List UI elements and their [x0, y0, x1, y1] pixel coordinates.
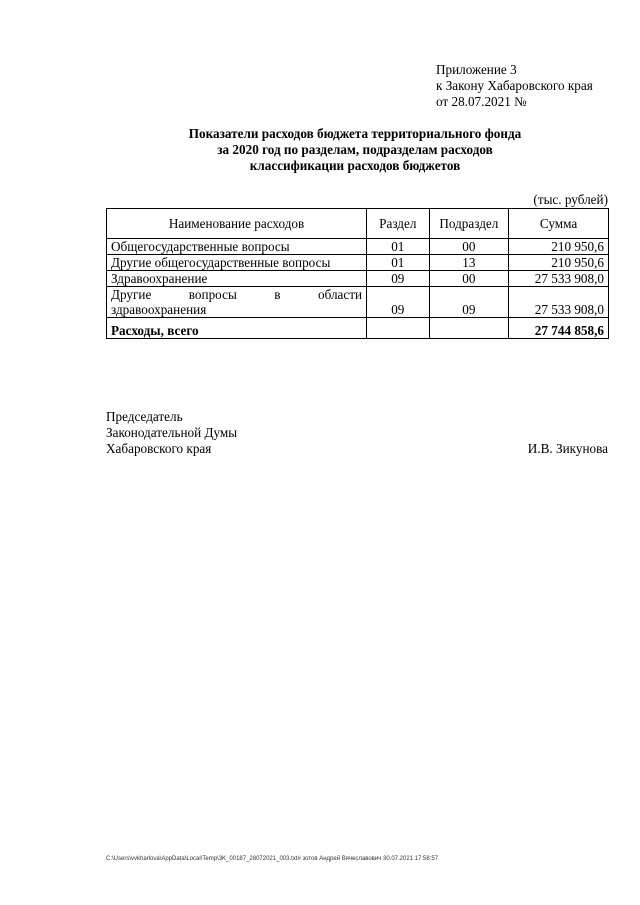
- row-amount: 210 950,6: [509, 255, 609, 271]
- row-subsection: 00: [429, 239, 509, 255]
- signatory-name: И.В. Зикунова: [527, 441, 608, 456]
- expenses-table: [106, 208, 609, 339]
- table-header-row: [107, 209, 609, 239]
- total-row: [107, 318, 609, 339]
- row-amount: 27 533 908,0: [509, 287, 609, 318]
- appendix-line-3: от 28.07.2021 №: [436, 94, 527, 109]
- header-amount: Сумма: [509, 209, 609, 239]
- title-line-3: классификации расходов бюджетов: [249, 158, 461, 173]
- signature-line-3: Хабаровского края: [106, 441, 212, 456]
- row-name: Другие общегосударственные вопросы: [107, 255, 367, 271]
- row-subsection: 00: [429, 271, 509, 287]
- header-section: Раздел: [367, 209, 429, 239]
- appendix-line-1: Приложение 3: [436, 62, 517, 77]
- total-name: Расходы, всего: [107, 318, 367, 339]
- signature-block: [106, 409, 237, 457]
- total-amount: 27 744 858,6: [509, 318, 609, 339]
- table-row: [107, 255, 609, 271]
- row-name: [107, 287, 367, 318]
- row-section: 01: [367, 239, 429, 255]
- file-path-footer: C:\Users\vvkharlova\AppData\Local\Temp\3K_00187_28072021_003.txt# зотов Андрей Вячеславович 30.07.2021 17:58:57: [106, 856, 439, 862]
- appendix-line-2: к Закону Хабаровского края: [436, 78, 593, 93]
- row-name: Общегосударственные вопросы: [107, 239, 367, 255]
- row-subsection: 13: [429, 255, 509, 271]
- total-section: [367, 318, 429, 339]
- appendix-header: [436, 62, 593, 110]
- signature-line-1: Председатель: [106, 409, 183, 424]
- row-name-line-2: здравоохранения: [111, 302, 207, 317]
- table-row: [107, 239, 609, 255]
- table-row: [107, 287, 609, 318]
- row-amount: 27 533 908,0: [509, 271, 609, 287]
- signature-line-2: Законодательной Думы: [106, 425, 238, 440]
- row-section: 09: [367, 271, 429, 287]
- document-title: [100, 126, 610, 174]
- row-section: 01: [367, 255, 429, 271]
- row-name-line-1: Другие вопросы в области: [111, 287, 363, 302]
- total-subsection: [429, 318, 509, 339]
- header-name: Наименование расходов: [107, 209, 367, 239]
- row-amount: 210 950,6: [509, 239, 609, 255]
- header-subsection: Подраздел: [429, 209, 509, 239]
- row-subsection: 09: [429, 287, 509, 318]
- title-line-1: Показатели расходов бюджета территориального фонда: [188, 126, 522, 141]
- row-section: 09: [367, 287, 429, 318]
- units-label: (тыс. рублей): [533, 192, 608, 207]
- title-line-2: за 2020 год по разделам, подразделам расходов: [217, 142, 493, 157]
- table-row: [107, 271, 609, 287]
- row-name: Здравоохранение: [107, 271, 367, 287]
